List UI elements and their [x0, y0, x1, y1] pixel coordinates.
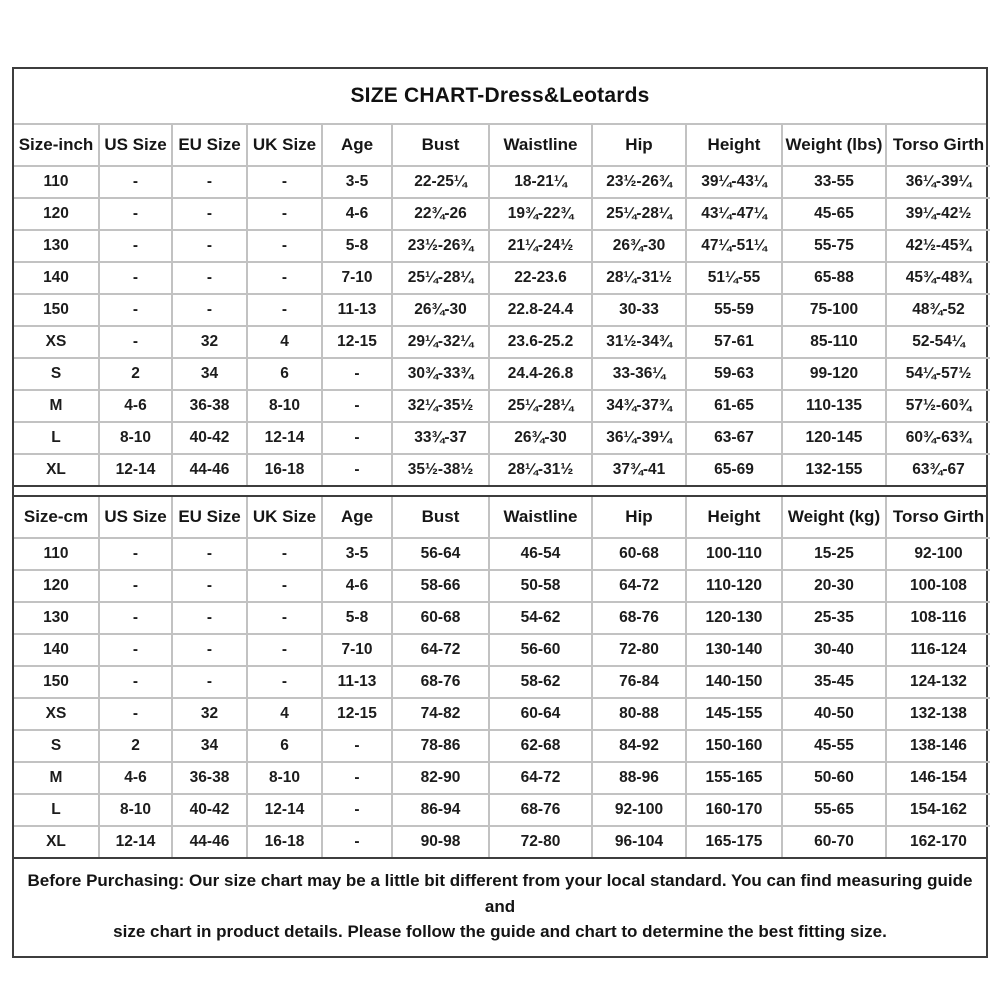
table-cell: -: [99, 262, 172, 294]
table-cell: 60-70: [782, 826, 886, 857]
purchase-note: [14, 857, 986, 956]
column-header: Hip: [592, 125, 686, 166]
table-cell: 140-150: [686, 666, 782, 698]
table-cell: 11-13: [322, 294, 392, 326]
table-cell: XS: [14, 698, 99, 730]
table-cell: 12-14: [99, 454, 172, 485]
table-cell: -: [247, 538, 322, 570]
column-header: EU Size: [172, 125, 247, 166]
table-cell: 47¼-51¼: [686, 230, 782, 262]
table-cell: 23½-26¾: [392, 230, 489, 262]
table-cell: -: [247, 294, 322, 326]
table-cell: 23.6-25.2: [489, 326, 592, 358]
table-cell: M: [14, 390, 99, 422]
table-cell: 58-62: [489, 666, 592, 698]
table-cell: 50-60: [782, 762, 886, 794]
table-cell: -: [172, 198, 247, 230]
table-cell: -: [247, 602, 322, 634]
table-cell: 154-162: [886, 794, 990, 826]
table-cell: 60¾-63¾: [886, 422, 990, 454]
table-cell: 40-42: [172, 794, 247, 826]
table-cell: 19¾-22¾: [489, 198, 592, 230]
table-row: [14, 794, 990, 826]
table-cell: -: [99, 634, 172, 666]
table-row: [14, 666, 990, 698]
table-cell: 146-154: [886, 762, 990, 794]
table-cell: 60-68: [592, 538, 686, 570]
table-cell: 40-42: [172, 422, 247, 454]
table-cell: -: [172, 294, 247, 326]
table-row: [14, 422, 990, 454]
table-cell: -: [99, 570, 172, 602]
table-cell: 33-36¼: [592, 358, 686, 390]
table-cell: 150: [14, 294, 99, 326]
table-cell: 8-10: [247, 762, 322, 794]
table-cell: 110-135: [782, 390, 886, 422]
table-cell: 18-21¼: [489, 166, 592, 198]
table-cell: 92-100: [592, 794, 686, 826]
table-cell: 32: [172, 326, 247, 358]
page-title: SIZE CHART-Dress&Leotards: [14, 69, 986, 125]
table-cell: 2: [99, 730, 172, 762]
table-row: [14, 326, 990, 358]
table-cell: -: [322, 454, 392, 485]
table-cell: 35-45: [782, 666, 886, 698]
table-cell: 3-5: [322, 538, 392, 570]
table-cell: 155-165: [686, 762, 782, 794]
table-header-row: [14, 125, 990, 166]
table-cell: 140: [14, 262, 99, 294]
table-cell: 132-155: [782, 454, 886, 485]
table-cell: 34: [172, 358, 247, 390]
table-cell: 110: [14, 538, 99, 570]
table-cell: XL: [14, 826, 99, 857]
table-cell: -: [247, 230, 322, 262]
table-cell: 15-25: [782, 538, 886, 570]
table-cell: 60-64: [489, 698, 592, 730]
table-cell: 50-58: [489, 570, 592, 602]
table-cell: 64-72: [592, 570, 686, 602]
table-cell: 80-88: [592, 698, 686, 730]
table-cell: 28¼-31½: [489, 454, 592, 485]
table-cell: 22-23.6: [489, 262, 592, 294]
table-cell: 42½-45¾: [886, 230, 990, 262]
table-cell: 25¼-28¼: [592, 198, 686, 230]
table-cell: 12-14: [247, 422, 322, 454]
table-cell: 2: [99, 358, 172, 390]
table-cell: 25¼-28¼: [392, 262, 489, 294]
table-cell: 96-104: [592, 826, 686, 857]
table-cell: 4-6: [99, 762, 172, 794]
table-cell: 120: [14, 570, 99, 602]
table-cell: -: [322, 358, 392, 390]
table-cell: 100-110: [686, 538, 782, 570]
table-cell: 92-100: [886, 538, 990, 570]
table-cell: 12-14: [247, 794, 322, 826]
table-row: [14, 198, 990, 230]
table-cell: 52-54¼: [886, 326, 990, 358]
table-cell: 5-8: [322, 602, 392, 634]
column-header: Age: [322, 497, 392, 538]
table-cell: 165-175: [686, 826, 782, 857]
table-cell: 45-65: [782, 198, 886, 230]
table-cell: 120: [14, 198, 99, 230]
table-cell: 46-54: [489, 538, 592, 570]
table-cell: 86-94: [392, 794, 489, 826]
table-cell: XS: [14, 326, 99, 358]
column-header: Waistline: [489, 497, 592, 538]
table-cell: 57½-60¾: [886, 390, 990, 422]
table-cell: 84-92: [592, 730, 686, 762]
table-cell: 30¾-33¾: [392, 358, 489, 390]
table-cell: 4: [247, 698, 322, 730]
table-cell: 20-30: [782, 570, 886, 602]
table-cell: -: [322, 794, 392, 826]
table-cell: -: [99, 198, 172, 230]
table-cell: -: [322, 826, 392, 857]
table-cell: 12-14: [99, 826, 172, 857]
table-row: [14, 602, 990, 634]
table-cell: 44-46: [172, 454, 247, 485]
table-cell: 162-170: [886, 826, 990, 857]
column-header: Size-cm: [14, 497, 99, 538]
table-cell: 37¾-41: [592, 454, 686, 485]
table-cell: S: [14, 358, 99, 390]
table-row: [14, 262, 990, 294]
table-cell: 54-62: [489, 602, 592, 634]
table-cell: 110: [14, 166, 99, 198]
table-cell: 3-5: [322, 166, 392, 198]
table-row: [14, 634, 990, 666]
table-cell: -: [99, 602, 172, 634]
table-cell: -: [247, 166, 322, 198]
column-header: US Size: [99, 125, 172, 166]
table-cell: 6: [247, 358, 322, 390]
table-cell: 30-33: [592, 294, 686, 326]
table-cell: 32¼-35½: [392, 390, 489, 422]
table-cell: 22¾-26: [392, 198, 489, 230]
table-cell: 72-80: [489, 826, 592, 857]
table-cell: 22-25¼: [392, 166, 489, 198]
table-cell: 65-69: [686, 454, 782, 485]
table-cell: -: [247, 198, 322, 230]
column-header: Height: [686, 497, 782, 538]
table-cell: 130: [14, 230, 99, 262]
column-header: EU Size: [172, 497, 247, 538]
table-cell: 145-155: [686, 698, 782, 730]
table-cell: 68-76: [392, 666, 489, 698]
table-cell: -: [172, 666, 247, 698]
table-cell: 68-76: [489, 794, 592, 826]
table-cell: 4-6: [322, 570, 392, 602]
column-header: Weight (lbs): [782, 125, 886, 166]
table-cell: 12-15: [322, 698, 392, 730]
table-cell: 8-10: [99, 422, 172, 454]
table-row: [14, 390, 990, 422]
table-cell: 39¼-42½: [886, 198, 990, 230]
table-separator: [14, 485, 986, 497]
table-header-row: [14, 497, 990, 538]
table-cell: 11-13: [322, 666, 392, 698]
table-cell: 22.8-24.4: [489, 294, 592, 326]
column-header: Waistline: [489, 125, 592, 166]
table-cell: 116-124: [886, 634, 990, 666]
table-cell: 62-68: [489, 730, 592, 762]
table-cell: -: [99, 294, 172, 326]
table-cell: 130: [14, 602, 99, 634]
table-cell: 8-10: [99, 794, 172, 826]
table-cell: 36-38: [172, 762, 247, 794]
table-row: [14, 570, 990, 602]
table-cell: -: [99, 230, 172, 262]
table-cell: 55-59: [686, 294, 782, 326]
table-cell: S: [14, 730, 99, 762]
table-cell: 64-72: [392, 634, 489, 666]
table-cell: -: [172, 634, 247, 666]
table-cell: 88-96: [592, 762, 686, 794]
column-header: UK Size: [247, 125, 322, 166]
table-cell: 6: [247, 730, 322, 762]
table-cell: 26¾-30: [489, 422, 592, 454]
table-cell: -: [322, 762, 392, 794]
table-cell: L: [14, 794, 99, 826]
column-header: Height: [686, 125, 782, 166]
table-cell: -: [99, 326, 172, 358]
table-cell: 55-75: [782, 230, 886, 262]
table-cell: 12-15: [322, 326, 392, 358]
table-row: [14, 762, 990, 794]
table-cell: 160-170: [686, 794, 782, 826]
table-cell: 25¼-28¼: [489, 390, 592, 422]
column-header: Hip: [592, 497, 686, 538]
table-cell: -: [247, 634, 322, 666]
table-row: [14, 454, 990, 485]
table-header-row: [14, 497, 990, 538]
table-cell: 48¾-52: [886, 294, 990, 326]
table-cell: -: [99, 538, 172, 570]
table-cell: 130-140: [686, 634, 782, 666]
table-cell: -: [322, 730, 392, 762]
column-header: Torso Girth: [886, 125, 990, 166]
column-header: Torso Girth: [886, 497, 990, 538]
table-cell: -: [99, 698, 172, 730]
table-cell: 78-86: [392, 730, 489, 762]
table-cell: 63-67: [686, 422, 782, 454]
purchase-note-line1: Before Purchasing: Our size chart may be a little bit different from your local standard. You can find measuring guide and: [27, 871, 973, 916]
size-table-inch: [14, 125, 990, 485]
table-cell: 5-8: [322, 230, 392, 262]
table-cell: -: [247, 666, 322, 698]
table-cell: -: [172, 570, 247, 602]
table-cell: 72-80: [592, 634, 686, 666]
table-cell: 4-6: [99, 390, 172, 422]
table-row: [14, 358, 990, 390]
table-row: [14, 730, 990, 762]
column-header: US Size: [99, 497, 172, 538]
table-cell: 45-55: [782, 730, 886, 762]
table-cell: 36¼-39¼: [886, 166, 990, 198]
table-cell: 120-130: [686, 602, 782, 634]
table-cell: 75-100: [782, 294, 886, 326]
table-cell: -: [172, 538, 247, 570]
table-cell: 56-60: [489, 634, 592, 666]
table-cell: 25-35: [782, 602, 886, 634]
table-cell: 34: [172, 730, 247, 762]
table-cell: 150-160: [686, 730, 782, 762]
table-cell: 99-120: [782, 358, 886, 390]
table-cell: -: [172, 166, 247, 198]
table-cell: 36¼-39¼: [592, 422, 686, 454]
table-row: [14, 538, 990, 570]
table-cell: 32: [172, 698, 247, 730]
size-chart-sheet: [12, 67, 988, 958]
table-cell: 76-84: [592, 666, 686, 698]
table-cell: 57-61: [686, 326, 782, 358]
table-cell: -: [322, 390, 392, 422]
table-row: [14, 826, 990, 857]
table-cell: 64-72: [489, 762, 592, 794]
table-cell: 60-68: [392, 602, 489, 634]
table-cell: 40-50: [782, 698, 886, 730]
table-cell: 54¼-57½: [886, 358, 990, 390]
table-cell: 55-65: [782, 794, 886, 826]
table-cell: 150: [14, 666, 99, 698]
table-cell: -: [99, 166, 172, 198]
table-cell: 120-145: [782, 422, 886, 454]
table-cell: -: [247, 570, 322, 602]
table-cell: 4: [247, 326, 322, 358]
table-cell: 85-110: [782, 326, 886, 358]
table-row: [14, 230, 990, 262]
table-cell: 100-108: [886, 570, 990, 602]
table-cell: 26¾-30: [592, 230, 686, 262]
table-cell: 132-138: [886, 698, 990, 730]
table-cell: 16-18: [247, 454, 322, 485]
column-header: Size-inch: [14, 125, 99, 166]
table-cell: 45¾-48¾: [886, 262, 990, 294]
table-cell: L: [14, 422, 99, 454]
table-cell: 43¼-47¼: [686, 198, 782, 230]
table-cell: 21¼-24½: [489, 230, 592, 262]
table-cell: 61-65: [686, 390, 782, 422]
table-cell: 140: [14, 634, 99, 666]
table-cell: XL: [14, 454, 99, 485]
table-cell: 26¾-30: [392, 294, 489, 326]
table-cell: -: [99, 666, 172, 698]
table-cell: 16-18: [247, 826, 322, 857]
purchase-note-line2: size chart in product details. Please follow the guide and chart to determine the best fitting size.: [113, 922, 887, 941]
table-cell: -: [172, 230, 247, 262]
table-cell: 36-38: [172, 390, 247, 422]
table-cell: -: [247, 262, 322, 294]
table-cell: 24.4-26.8: [489, 358, 592, 390]
table-cell: 138-146: [886, 730, 990, 762]
table-header-row: [14, 125, 990, 166]
table-cell: 23½-26¾: [592, 166, 686, 198]
column-header: Bust: [392, 497, 489, 538]
table-cell: 33¾-37: [392, 422, 489, 454]
table-cell: 68-76: [592, 602, 686, 634]
table-cell: 63¾-67: [886, 454, 990, 485]
table-cell: 8-10: [247, 390, 322, 422]
size-table-cm: [14, 497, 990, 857]
table-cell: M: [14, 762, 99, 794]
table-cell: 124-132: [886, 666, 990, 698]
table-cell: 30-40: [782, 634, 886, 666]
column-header: UK Size: [247, 497, 322, 538]
table-cell: 4-6: [322, 198, 392, 230]
table-cell: 56-64: [392, 538, 489, 570]
table-cell: 90-98: [392, 826, 489, 857]
table-cell: 34¾-37¾: [592, 390, 686, 422]
column-header: Weight (kg): [782, 497, 886, 538]
table-cell: 35½-38½: [392, 454, 489, 485]
table-cell: 7-10: [322, 634, 392, 666]
column-header: Age: [322, 125, 392, 166]
table-cell: 31½-34¾: [592, 326, 686, 358]
table-cell: 51¼-55: [686, 262, 782, 294]
table-cell: 33-55: [782, 166, 886, 198]
table-cell: 28¼-31½: [592, 262, 686, 294]
table-cell: 82-90: [392, 762, 489, 794]
column-header: Bust: [392, 125, 489, 166]
table-cell: 110-120: [686, 570, 782, 602]
table-cell: -: [172, 602, 247, 634]
table-cell: -: [322, 422, 392, 454]
table-row: [14, 294, 990, 326]
table-row: [14, 698, 990, 730]
table-cell: -: [172, 262, 247, 294]
table-cell: 44-46: [172, 826, 247, 857]
table-cell: 74-82: [392, 698, 489, 730]
table-row: [14, 166, 990, 198]
table-cell: 58-66: [392, 570, 489, 602]
table-cell: 59-63: [686, 358, 782, 390]
table-cell: 108-116: [886, 602, 990, 634]
table-cell: 29¼-32¼: [392, 326, 489, 358]
table-cell: 39¼-43¼: [686, 166, 782, 198]
table-cell: 65-88: [782, 262, 886, 294]
table-cell: 7-10: [322, 262, 392, 294]
